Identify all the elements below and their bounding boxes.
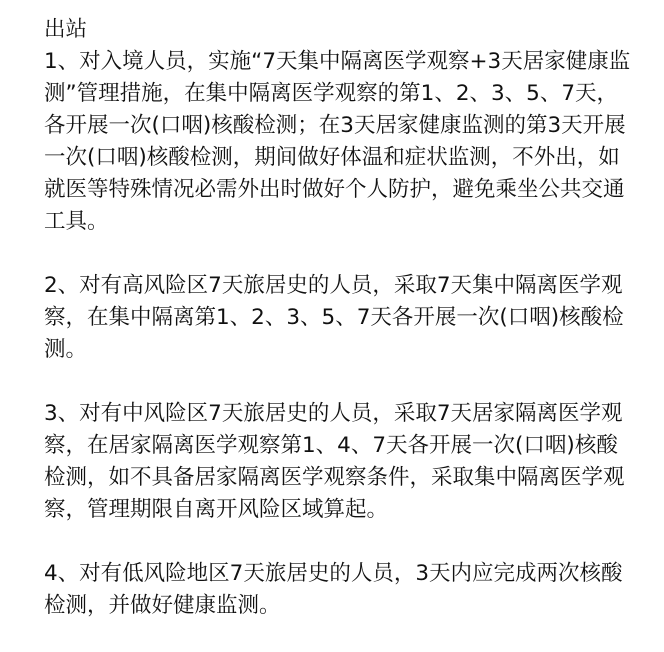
document-body	[44, 14, 634, 622]
paragraph-gap	[44, 238, 634, 270]
paragraph-1: 1、对入境人员，实施“7天集中隔离医学观察+3天居家健康监测”管理措施，在集中隔离医学观察的第1、2、3、5、7天，各开展一次(口咽)核酸检测；在3天居家健康监测的第3天开展一次(口咽)核酸检测，期间做好体温和症状监测，不外出，如就医等特殊情况必需外出时做好个人防护，避免乘坐公共交通工具。	[44, 49, 631, 234]
paragraph-2: 2、对有高风险区7天旅居史的人员，采取7天集中隔离医学观察，在集中隔离第1、2、3、5、7天各开展一次(口咽)核酸检测。	[44, 273, 624, 362]
paragraph-3: 3、对有中风险区7天旅居史的人员，采取7天居家隔离医学观察，在居家隔离医学观察第1、4、7天各开展一次(口咽)核酸检测，如不具备居家隔离医学观察条件，采取集中隔离医学观察，管理期限自离开风险区域算起。	[44, 401, 625, 522]
paragraph-4: 4、对有低风险地区7天旅居史的人员，3天内应完成两次核酸检测，并做好健康监测。	[44, 561, 623, 618]
paragraph-gap	[44, 526, 634, 558]
paragraph-gap	[44, 366, 634, 398]
document-title: 出站	[44, 17, 88, 42]
